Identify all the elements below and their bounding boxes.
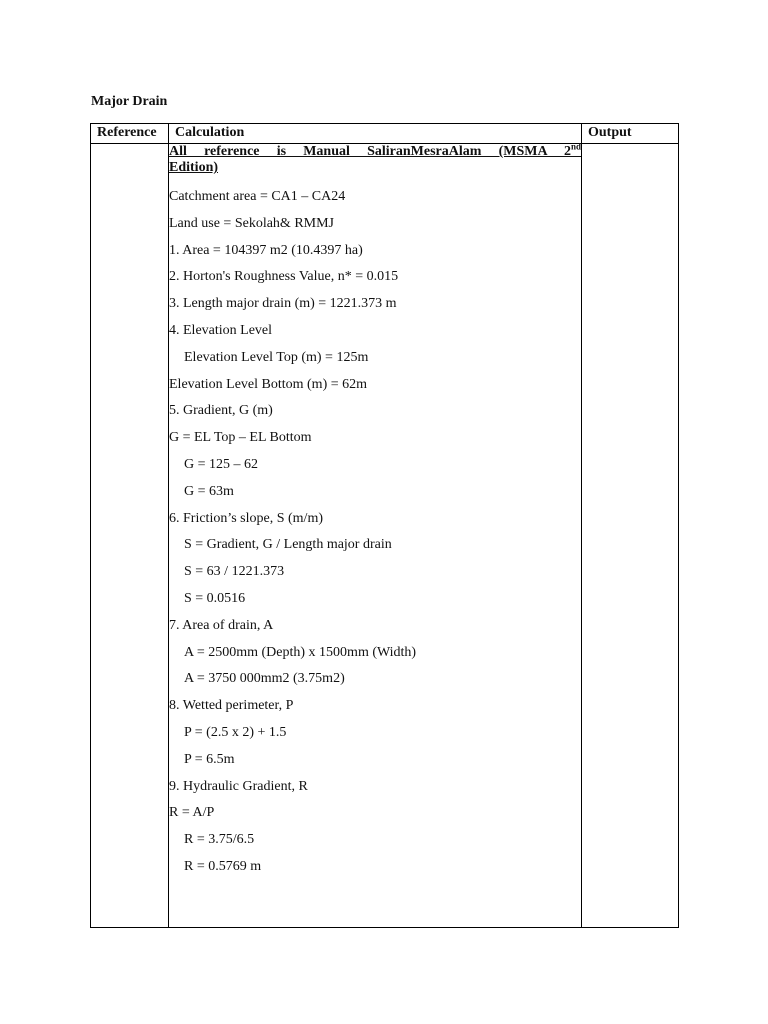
calculation-line: 4. Elevation Level [169, 322, 273, 338]
calculation-line: 6. Friction’s slope, S (m/m) [169, 510, 323, 526]
calculation-line: Elevation Level Top (m) = 125m [184, 349, 369, 365]
calculation-line: R = 0.5769 m [184, 858, 262, 874]
calculation-line: Elevation Level Bottom (m) = 62m [169, 376, 368, 392]
output-cell [582, 144, 679, 928]
calculation-line: G = EL Top – EL Bottom [169, 430, 312, 446]
calculation-line: 1. Area = 104397 m2 (10.4397 ha) [169, 242, 363, 258]
calculation-line: 9. Hydraulic Gradient, R [169, 778, 308, 794]
column-header-output: Output [582, 124, 679, 144]
reference-note-superscript: nd [570, 141, 581, 152]
calculation-line: G = 63m [184, 483, 234, 499]
table-header-row [91, 124, 679, 144]
calculation-line: 8. Wetted perimeter, P [169, 698, 294, 714]
calculation-line: A = 2500mm (Depth) x 1500mm (Width) [184, 644, 417, 660]
reference-note-text: All reference is Manual SaliranMesraAlam (MSMA 2 [169, 144, 571, 159]
calculation-line: S = 63 / 1221.373 [184, 564, 285, 580]
calculation-line: 2. Horton's Roughness Value, n* = 0.015 [169, 269, 399, 285]
reference-note-line2: Edition) [169, 160, 219, 175]
calculation-lines [169, 184, 581, 881]
calculation-line: S = Gradient, G / Length major drain [184, 537, 392, 553]
calculation-line: Land use = Sekolah& RMMJ [169, 215, 334, 231]
calculation-line: P = 6.5m [184, 751, 235, 767]
table-row [91, 144, 679, 928]
calculation-line: P = (2.5 x 2) + 1.5 [184, 724, 287, 740]
calculation-line: R = A/P [169, 805, 215, 821]
column-header-calculation: Calculation [169, 124, 582, 144]
calculation-line: 5. Gradient, G (m) [169, 403, 273, 419]
calculation-line: 7. Area of drain, A [169, 617, 274, 633]
calculation-cell [169, 141, 582, 928]
calculation-table [90, 123, 679, 928]
calculation-line: G = 125 – 62 [184, 456, 259, 472]
calculation-line: S = 0.0516 [184, 590, 246, 606]
reference-note [169, 141, 581, 160]
calculation-line: 3. Length major drain (m) = 1221.373 m [169, 296, 397, 312]
calculation-line: A = 3750 000mm2 (3.75m2) [184, 671, 345, 687]
column-header-reference: Reference [91, 124, 169, 144]
calculation-line: Catchment area = CA1 – CA24 [169, 189, 346, 204]
calculation-line: R = 3.75/6.5 [184, 832, 255, 848]
reference-cell [91, 144, 169, 928]
section-heading: Major Drain [91, 94, 168, 109]
